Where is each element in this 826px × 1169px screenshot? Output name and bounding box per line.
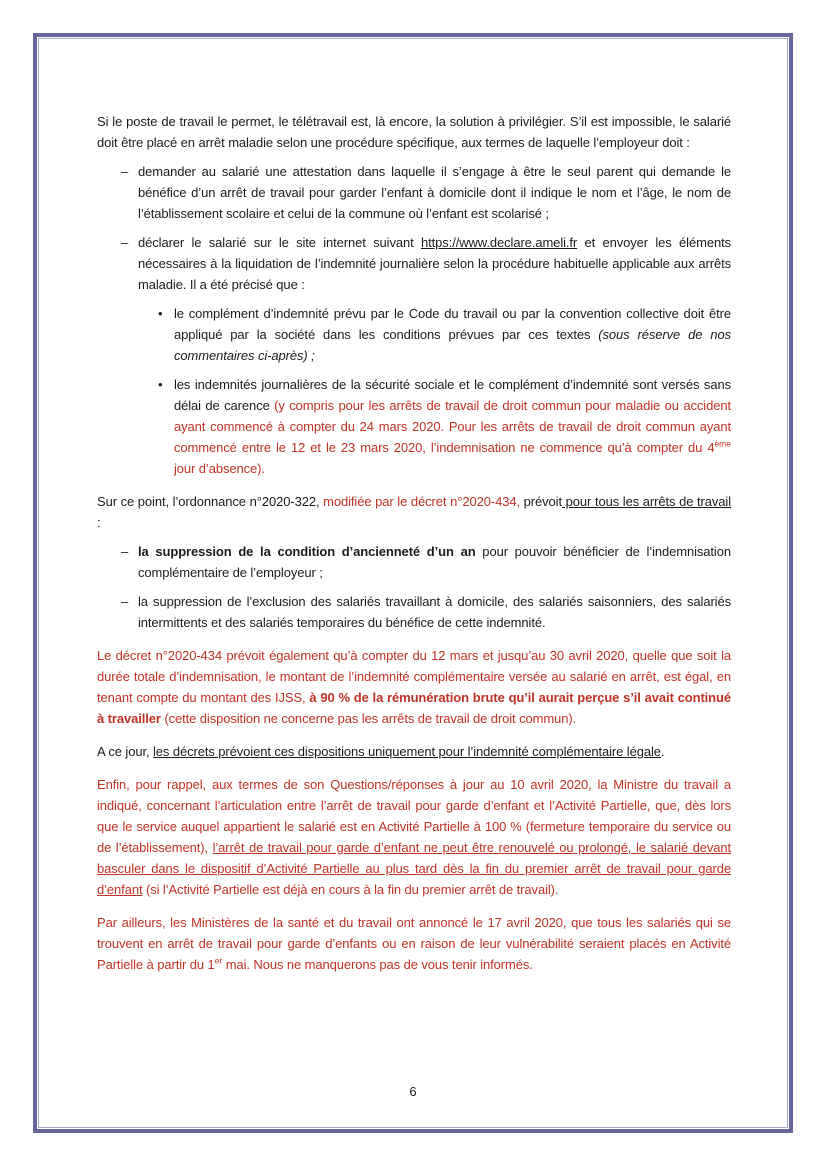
dash-icon: –: [121, 544, 129, 559]
text-run: l’arrêt de travail pour garde d’enfant ne peut être renouvelé ou prolongé, le salarié devant basculer dans le dispositif d’Activité Partielle au plus tard dès la fin du premier arrêt de travail pour garde d’enfant: [97, 840, 731, 897]
page-number: 6: [409, 1084, 417, 1099]
bullet-icon: •: [158, 306, 163, 321]
dash-icon: –: [121, 594, 129, 609]
list-item: [97, 161, 731, 224]
text-run: (sous réserve de nos commentaires ci-après) ;: [174, 327, 731, 363]
link[interactable]: https://www.declare.ameli.fr: [421, 235, 578, 250]
list-item: [97, 374, 731, 479]
paragraph: [97, 741, 731, 762]
text-run: pour tous les arrêts de travail: [561, 494, 731, 509]
text-run: déclarer le salarié sur le site internet suivant: [138, 235, 421, 250]
text-run: er: [214, 955, 223, 966]
text-run: le complément d’indemnité prévu par le Code du travail ou par la convention collective doit être appliqué par la société dans les conditions prévues par ces textes: [174, 306, 731, 342]
text-run: modifiée par le décret n°2020-434,: [323, 494, 520, 509]
paragraph: [97, 912, 731, 975]
paragraph: [97, 774, 731, 900]
text-run: et envoyer les éléments nécessaires à la liquidation de l’indemnité journalière selon la procédure habituelle applicable aux arrêts maladie. Il a été précisé que :: [138, 235, 731, 292]
text-run: prévoit: [519, 494, 562, 509]
text-run: les indemnités journalières de la sécurité sociale et le complément d’indemnité sont versés sans délai de carence: [174, 377, 731, 413]
list-item: [97, 303, 731, 366]
dash-icon: –: [121, 164, 129, 179]
text-run: demander au salarié une attestation dans laquelle il s’engage à être le seul parent qui demande le bénéfice d’un arrêt de travail pour garder l’enfant à domicile dont il indique le nom et l’âge, le nom de l’établissement scolaire et celui de la commune où l’enfant est scolarisé ;: [138, 164, 731, 221]
text-run: .: [660, 744, 665, 759]
text-run: A ce jour,: [97, 744, 153, 759]
text-run: à 90 % de la rémunération brute qu’il aurait perçue s’il avait continué à travailler: [97, 690, 731, 726]
text-run: jour d’absence).: [174, 461, 265, 476]
text-run: mai. Nous ne manquerons pas de vous tenir informés.: [222, 957, 533, 972]
text-run: Sur ce point, l’ordonnance n°2020-322,: [97, 494, 324, 509]
text-run: pour pouvoir bénéficier de l’indemnisation complémentaire de l’employeur ;: [138, 544, 731, 580]
text-run: (si l’Activité Partielle est déjà en cours à la fin du premier arrêt de travail).: [142, 882, 559, 897]
text-run: la suppression de la condition d’ancienneté d’un an: [138, 544, 476, 559]
text-run: la suppression de l’exclusion des salariés travaillant à domicile, des salariés saisonniers, des salariés intermittents et des salariés temporaires du bénéfice de cette indemnité.: [138, 594, 731, 630]
document-body: [97, 111, 731, 975]
paragraph: [97, 491, 731, 533]
list-item: [97, 232, 731, 295]
paragraph: [97, 645, 731, 729]
text-run: Par ailleurs, les Ministères de la santé et du travail ont annoncé le 17 avril 2020, que tous les salariés qui se trouvent en arrêt de travail pour garde d’enfants ou en raison de leur vulnérabilité seraient placés en Activité Partielle à partir du 1: [97, 915, 731, 972]
paragraph: [97, 111, 731, 153]
text-run: ème: [714, 438, 731, 449]
text-run: les décrets prévoient ces dispositions uniquement pour l’indemnité complémentaire légale: [153, 744, 661, 759]
dash-icon: –: [121, 235, 129, 250]
list-item: [97, 591, 731, 633]
text-run: (cette disposition ne concerne pas les arrêts de travail de droit commun).: [160, 711, 577, 726]
text-run: (y compris pour les arrêts de travail de droit commun pour maladie ou accident ayant commencé à compter du 24 mars 2020. Pour les arrêts de travail de droit commun ayant commencé entre le 12 et le 23 mars 2020, l’indemnisation ne commence qu’à compter du 4: [174, 398, 731, 455]
text-run: :: [97, 515, 101, 530]
text-run: Si le poste de travail le permet, le télétravail est, là encore, la solution à privilégier. S’il est impossible, le salarié doit être placé en arrêt maladie selon une procédure spécifique, aux termes de laquelle l’employeur doit :: [97, 114, 731, 150]
list-item: [97, 541, 731, 583]
text-run: Enfin, pour rappel, aux termes de son Questions/réponses à jour au 10 avril 2020, la Ministre du travail a indiqué, concernant l’articulation entre l’arrêt de travail pour garde d’enfant et l’Activité Partielle, que, dès lors que le service auquel appartient le salarié est en Activité Partielle à 100 % (fermeture temporaire du service ou de l’établissement),: [97, 777, 731, 855]
bullet-icon: •: [158, 377, 163, 392]
text-run: Le décret n°2020-434 prévoit également qu’à compter du 12 mars et jusqu’au 30 avril 2020, quelle que soit la durée totale d’indemnisation, le montant de l’indemnité complémentaire versée au salarié en arrêt, est égal, en tenant compte du montant des IJSS,: [97, 648, 731, 705]
